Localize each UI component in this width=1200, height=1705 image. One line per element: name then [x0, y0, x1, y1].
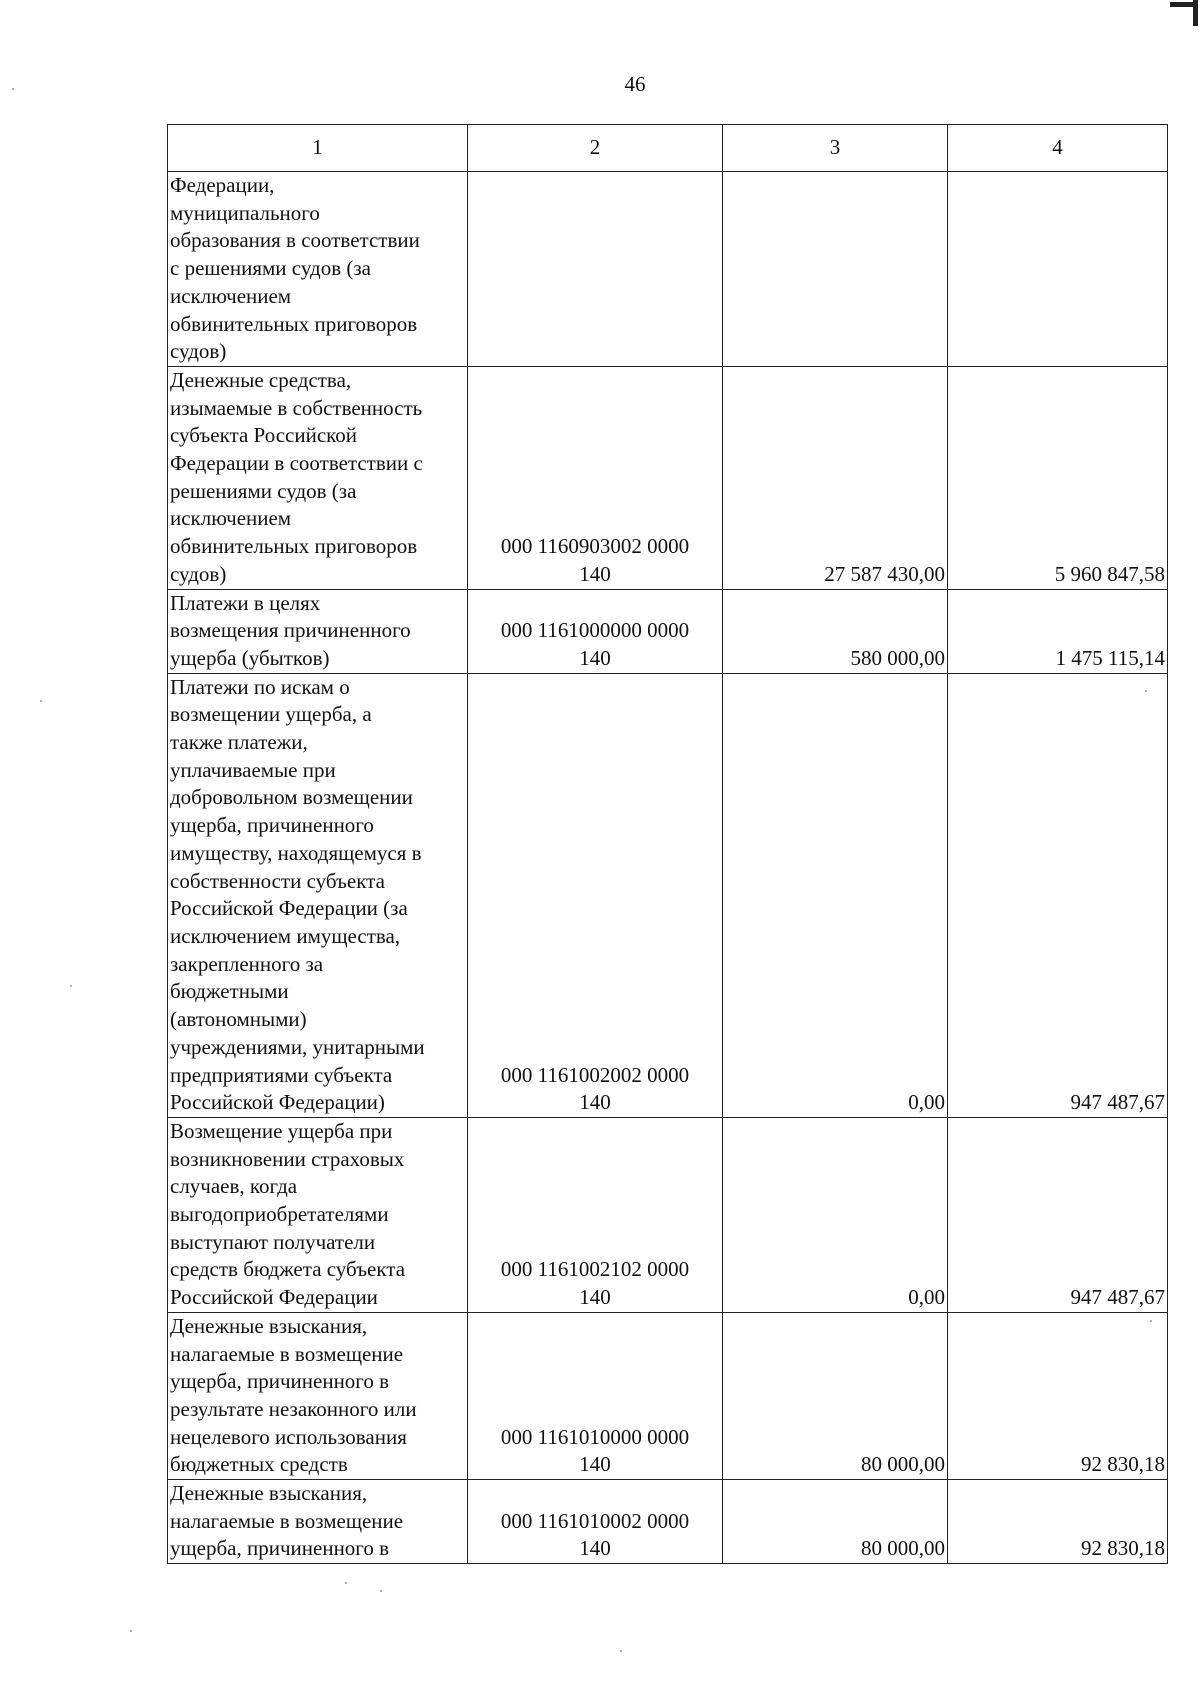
table-header-row: [168, 125, 1168, 172]
row-amount-col4: 5 960 847,58: [948, 366, 1168, 589]
scan-speck: [380, 1590, 382, 1592]
row-amount-col4: 947 487,67: [948, 673, 1168, 1117]
page-number: 46: [624, 72, 646, 96]
row-description: Денежные взыскания, налагаемые в возмещение ущерба, причиненного в: [168, 1480, 468, 1564]
table-row: [168, 673, 1168, 1117]
scan-speck: [12, 88, 14, 90]
row-code: 000 1160903002 0000 140: [468, 366, 723, 589]
row-code: 000 1161002102 0000 140: [468, 1117, 723, 1312]
row-amount-col4: [948, 172, 1168, 367]
scan-speck: [345, 1582, 347, 1584]
table-row: [168, 1117, 1168, 1312]
table-row: [168, 172, 1168, 367]
scan-speck: [40, 700, 42, 702]
row-amount-col4: 92 830,18: [948, 1312, 1168, 1479]
scan-edge-mark: [1170, 2, 1198, 7]
row-amount-col3: 0,00: [723, 1117, 948, 1312]
row-description: Денежные средства, изымаемые в собственность субъекта Российской Федерации в соответствии с решениями судов (за исключением обвинительных приговоров судов): [168, 366, 468, 589]
scan-speck: [1150, 1320, 1152, 1322]
row-code: 000 1161010002 0000 140: [468, 1480, 723, 1564]
row-amount-col4: 1 475 115,14: [948, 589, 1168, 673]
row-code: 000 1161000000 0000 140: [468, 589, 723, 673]
budget-revenue-table: [167, 124, 1168, 1564]
scan-speck: [130, 1630, 132, 1632]
table-row: [168, 366, 1168, 589]
header-col-4: 4: [948, 125, 1168, 172]
header-col-2: 2: [468, 125, 723, 172]
row-description: Федерации, муниципального образования в соответствии с решениями судов (за исключением обвинительных приговоров судов): [168, 172, 468, 367]
row-amount-col3: 27 587 430,00: [723, 366, 948, 589]
row-description: Платежи по искам о возмещении ущерба, а также платежи, уплачиваемые при добровольном возмещении ущерба, причиненного имуществу, находящемуся в собственности субъекта Российской Федерации (за исключением имущества, закрепленного за бюджетными (автономными) учреждениями, унитарными предприятиями субъекта Российской Федерации): [168, 673, 468, 1117]
row-amount-col3: 80 000,00: [723, 1480, 948, 1564]
row-amount-col3: 0,00: [723, 673, 948, 1117]
row-description: Платежи в целях возмещения причиненного ущерба (убытков): [168, 589, 468, 673]
scan-speck: [1145, 690, 1147, 692]
row-amount-col4: 92 830,18: [948, 1480, 1168, 1564]
table-row: [168, 1480, 1168, 1564]
header-col-3: 3: [723, 125, 948, 172]
scan-speck: [620, 1650, 622, 1652]
row-amount-col3: 80 000,00: [723, 1312, 948, 1479]
table-row: [168, 589, 1168, 673]
row-code: 000 1161010000 0000 140: [468, 1312, 723, 1479]
table-row: [168, 1312, 1168, 1479]
row-amount-col3: [723, 172, 948, 367]
scan-speck: [70, 985, 72, 987]
row-amount-col3: 580 000,00: [723, 589, 948, 673]
row-description: Денежные взыскания, налагаемые в возмещение ущерба, причиненного в результате незаконного или нецелевого использования бюджетных средств: [168, 1312, 468, 1479]
header-col-1: 1: [168, 125, 468, 172]
row-amount-col4: 947 487,67: [948, 1117, 1168, 1312]
row-code: 000 1161002002 0000 140: [468, 673, 723, 1117]
row-description: Возмещение ущерба при возникновении страховых случаев, когда выгодоприобретателями выступают получатели средств бюджета субъекта Российской Федерации: [168, 1117, 468, 1312]
row-code: [468, 172, 723, 367]
